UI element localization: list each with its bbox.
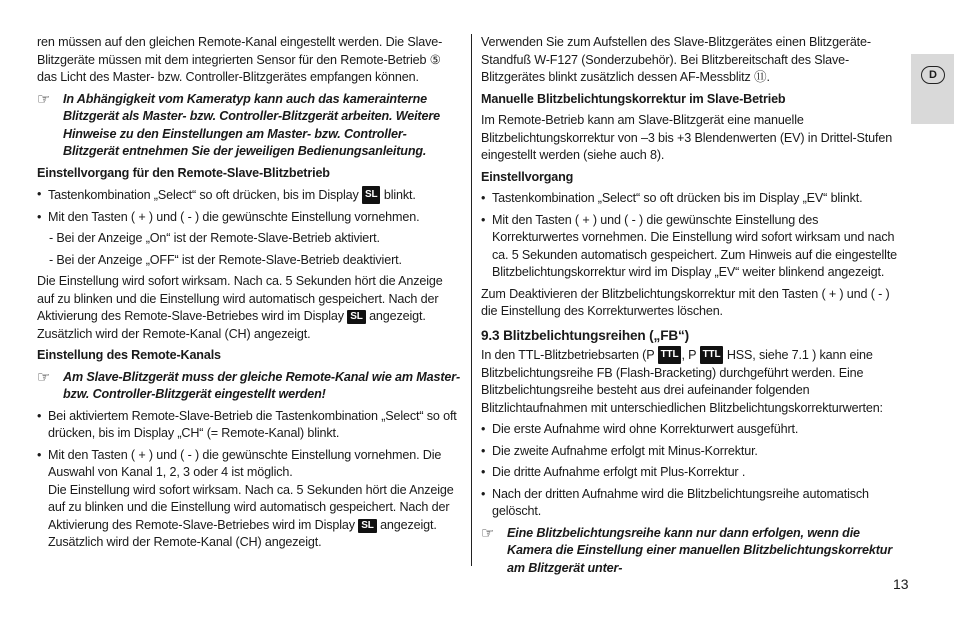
language-tab — [911, 54, 954, 124]
bullet-icon: • — [37, 187, 42, 201]
list-item — [37, 408, 461, 443]
language-tab-label: D — [921, 66, 945, 84]
sl-display-symbol: SL — [362, 186, 380, 204]
bullet-icon: • — [481, 422, 486, 436]
sub-item-off: - Bei der Anzeige „OFF“ ist der Remote-Slave-Betrieb deaktiviert. — [49, 252, 402, 267]
bullet-icon: • — [481, 486, 486, 501]
heading-einstellvorgang: Einstellvorgang — [481, 169, 574, 184]
note-text: Eine Blitzbelichtungsreihe kann nur dann erfolgen, wenn die Kamera die Einstellung einer manuellen Blitzbelichtungskorrektur am Blitzgerät unter- — [507, 525, 893, 575]
right-intro: Verwenden Sie zum Aufstellen des Slave-Blitzgerätes einen Blitzgeräte-Standfuß W-F127 (Sonderzubehör). Bei Blitzbereitschaft des Slave-Blitzgerätes blinkt zusätzlich dessen AF-Messblitz ⑪. — [481, 35, 871, 84]
bullet-icon: • — [481, 212, 486, 227]
list-item — [37, 186, 461, 205]
list-item — [481, 190, 906, 208]
heading-remote-channel: Einstellung des Remote-Kanals — [37, 348, 221, 362]
paragraph: Die Einstellung wird sofort wirksam. Nach ca. 5 Sekunden hört die Anzeige auf zu blinken und die Einstellung wird automatisch gespeichert. Nach der Aktivierung des Remote-Slave-Betriebes wird im Display SL angezeigt. Zusätzlich wird der Remote-Kanal (CH) angezeigt. — [37, 274, 443, 341]
list-item-text: Bei aktiviertem Remote-Slave-Betrieb die Tastenkombination „Select“ so oft drücken, bis im Display „CH“ (= Remote-Kanal) blinkt. — [48, 408, 457, 440]
heading-remote-slave-setup: Einstellvorgang für den Remote-Slave-Blitzbetrieb — [37, 165, 330, 180]
note-bracketing-requirement — [481, 525, 906, 578]
list-item-text: Die erste Aufnahme wird ohne Korrekturwert ausgeführt. — [492, 422, 799, 436]
bullet-icon: • — [481, 443, 486, 458]
column-divider — [471, 34, 472, 566]
list-item-text: Tastenkombination „Select“ so oft drücken, bis im Display — [48, 188, 359, 202]
paragraph: Im Remote-Betrieb kann am Slave-Blitzgerät eine manuelle Blitzbelichtungskorrektur von –3 bis +3 Blendenwerten (EV) in Drittel-Stufen eingestellt werden (siehe auch 8). — [481, 113, 893, 162]
list-item — [481, 421, 906, 439]
list-item-text: angezeigt. Zusätzlich wird der Remote-Kanal (CH) angezeigt. — [48, 517, 437, 549]
right-column — [481, 34, 906, 581]
list-item-text: blinkt. — [383, 188, 416, 202]
note-kamerainterne-blitz — [37, 91, 461, 161]
bullet-icon: • — [37, 209, 42, 224]
list-item-text: Die zweite Aufnahme erfolgt mit Minus-Korrektur. — [492, 443, 758, 458]
list-item-text: Mit den Tasten ( + ) und ( - ) die gewünschte Einstellung vornehmen. — [48, 209, 420, 224]
list-item-text: Die dritte Aufnahme erfolgt mit Plus-Korrektur . — [492, 465, 746, 479]
list-item-text: Mit den Tasten ( + ) und ( - ) die gewünschte Einstellung des Korrekturwertes vornehmen. Die Einstellung wird sofort wirksam und nach ca. 5 Sekunden automatisch gespeichert. Zum Hinweis auf die eingestellte Blitzbelichtungskorrektur wird im Display „EV“ weiter blinkend angezeigt. — [492, 212, 898, 279]
bullet-icon: • — [481, 191, 486, 205]
note-text: In Abhängigkeit vom Kameratyp kann auch das kamerainterne Blitzgerät als Master- bzw. Controller-Blitzgerät arbeiten. Weitere Hinweise zu den Einstellungen am Master- bzw. Controller-Blitzgerät entnehmen Sie der jeweiligen Bedienungsanleitung. — [63, 91, 440, 158]
pointing-hand-icon: ☞ — [481, 524, 495, 542]
pointing-hand-icon: ☞ — [37, 368, 51, 386]
list-item-text: Die Einstellung wird sofort wirksam. Nach ca. 5 Sekunden hört die Anzeige auf zu blinken und die Einstellung wird automatisch gespeichert. Nach der Aktivierung des Remote-Slave-Betriebes wird im Display — [48, 482, 454, 532]
bullet-icon: • — [37, 408, 42, 423]
left-column — [37, 34, 461, 556]
list-item — [481, 212, 906, 282]
sub-item-on: - Bei der Anzeige „On“ ist der Remote-Slave-Betrieb aktiviert. — [49, 231, 380, 245]
list-item — [37, 447, 461, 552]
sl-display-symbol: SL — [358, 519, 376, 533]
list-item — [481, 464, 906, 482]
sl-display-symbol: SL — [347, 310, 365, 324]
paragraph: Zum Deaktivieren der Blitzbelichtungskorrektur mit den Tasten ( + ) und ( - ) die Einstellung des Korrekturwertes löschen. — [481, 286, 890, 318]
list-item — [481, 443, 906, 461]
note-same-channel — [37, 369, 461, 404]
list-item-text: Nach der dritten Aufnahme wird die Blitzbelichtungsreihe automatisch gelöscht. — [492, 486, 869, 518]
list-item-text: Mit den Tasten ( + ) und ( - ) die gewünschte Einstellung vornehmen. Die Auswahl von Kanal 1, 2, 3 oder 4 ist möglich. — [48, 447, 442, 479]
ttl-mode-symbol: TTL — [700, 346, 724, 364]
bullet-icon: • — [481, 465, 486, 479]
paragraph: In den TTL-Blitzbetriebsarten (P TTL , P TTL HSS, siehe 7.1 ) kann eine Blitzbelichtungsreihe FB (Flash-Bracketing) durchgeführt werden. Eine Blitzbelichtungsreihe besteht aus drei aufeinander folgenden Blitzlichtaufnahmen mit unterschiedlichen Blitzbelichtungskorrekturwerten: — [481, 348, 883, 415]
list-item — [37, 209, 461, 227]
page-number: 13 — [893, 576, 909, 592]
section-heading-fb: 9.3 Blitzbelichtungsreihen („FB“) — [481, 327, 690, 343]
list-item — [481, 486, 906, 521]
ttl-mode-symbol: TTL — [658, 346, 682, 364]
pointing-hand-icon: ☞ — [37, 90, 51, 108]
bullet-icon: • — [37, 447, 42, 462]
left-intro: ren müssen auf den gleichen Remote-Kanal eingestellt werden. Die Slave-Blitzgeräte müssen mit dem integrierten Sensor für den Remote-Betrieb ⑤ das Licht des Master- bzw. Controller-Blitzgerätes empfangen können. — [37, 35, 443, 84]
list-item-text: Tastenkombination „Select“ so oft drücken bis im Display „EV“ blinkt. — [492, 191, 863, 205]
heading-manual-correction: Manuelle Blitzbelichtungskorrektur im Slave-Betrieb — [481, 91, 786, 106]
note-text: Am Slave-Blitzgerät muss der gleiche Remote-Kanal wie am Master- bzw. Controller-Blitzgerät eingestellt werden! — [63, 369, 461, 401]
